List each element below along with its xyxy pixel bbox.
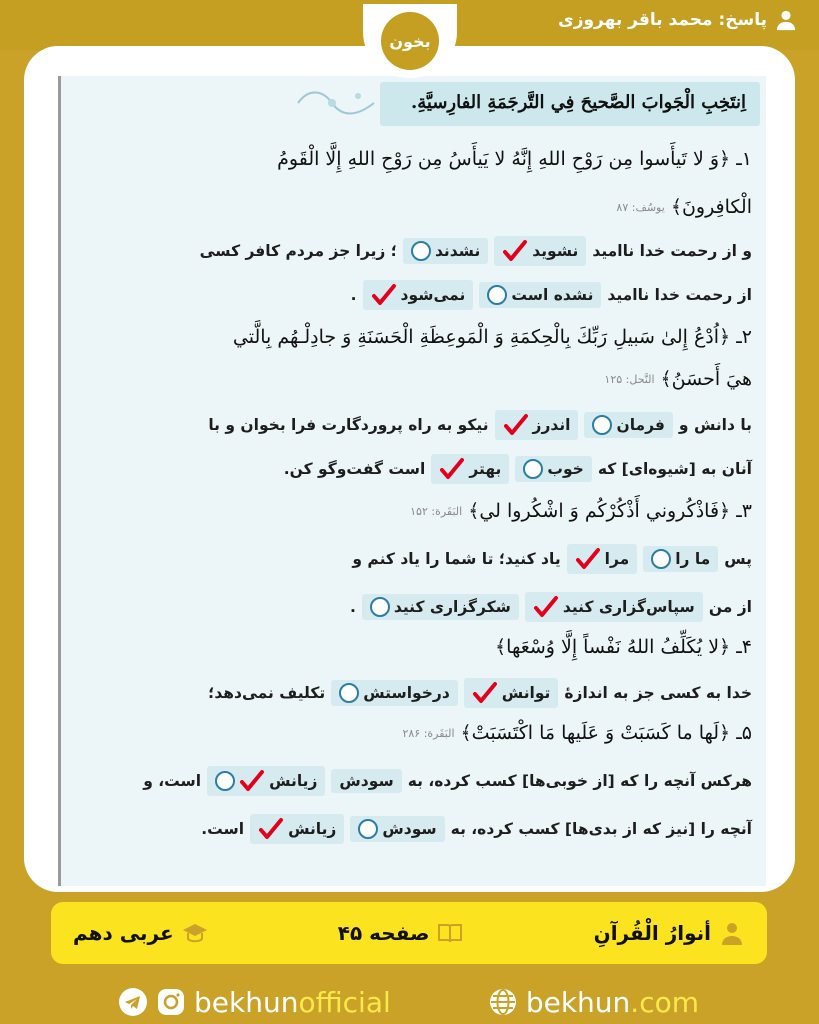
q3-translation-line2: از من سپاس‌گزاری کنید شکرگزاری کنید . [350,592,752,622]
instagram-icon[interactable] [156,987,186,1017]
social-handle[interactable] [118,986,391,1019]
checkmark-icon [533,595,559,619]
answerer-text: پاسخ: محمد باقر بهروزی [558,10,767,30]
site-text: bekhun.com [525,985,699,1019]
user-icon [775,9,797,31]
content-card [24,46,795,892]
q5-option-4[interactable]: زیانش [250,814,344,844]
footer-book[interactable]: أنوارُ الْقُرآنِ [594,920,745,946]
q4-option-1[interactable]: توانش [464,678,559,708]
footer-page[interactable]: صفحه ۴۵ [338,920,464,946]
q3-option-2[interactable]: مرا [567,544,638,574]
radio-circle-icon [523,459,543,479]
q1-verse-line2: الْکافِرونَ﴾ یوسُف: ۸۷ [616,196,752,218]
q4-option-2[interactable]: درخواستش [331,680,458,706]
globe-icon [488,987,518,1017]
q5-translation-line2: آنچه را [نیز که از بدی‌ها] کسب کرده، به سودش زیانش است. [201,814,752,844]
q2-option-4[interactable]: بهتر [431,454,509,484]
radio-circle-icon [411,241,431,261]
q2-option-2[interactable]: اندرز [495,410,579,440]
bottom-bar [0,980,819,1024]
graduation-cap-icon [182,920,208,946]
q2-option-1[interactable]: فرمان [584,412,672,438]
instruction-heading: اِنتَخِبِ الْجَوابَ الصَّحیحَ فِي التَّرجَمَةِ الفارِسیَّةِ. [380,82,760,126]
q4-verse: ۴ـ ﴿لا یُکَلِّفُ اللهُ نَفْساً إِلَّا وُسْعَها﴾ [495,636,752,658]
q1-option-1[interactable]: نشوید [494,236,586,266]
q5-option-2[interactable]: زیانش [207,766,325,796]
q3-option-4[interactable]: شکرگزاری کنید [362,594,519,620]
textbook-page [58,76,766,886]
q2-verse-line1: ۲ـ ﴿اُدْعُ إِلیٰ سَبیلِ رَبِّكَ بِالْحِکمَةِ وَ الْمَوعِظَةِ الْحَسَنَةِ وَ جادِلْـهُم بِالَّتي [232,326,752,348]
radio-circle-icon [487,285,507,305]
checkmark-icon [502,239,528,263]
q2-translation-line2: آنان به [شیوه‌ای] که خوب بهتر است گفت‌وگو کن. [284,454,752,484]
q2-verse-line2: هيَ أَحسَنُ﴾ النَّحل: ۱۲۵ [604,368,752,390]
radio-circle-icon [651,549,671,569]
q5-translation-line1: هرکس آنچه را که [از خوبی‌ها] کسب کرده، به سودش زیانش است، و [143,766,752,796]
q1-verse-line1: ۱ـ ﴿وَ لا تَیأَسوا مِن رَوْحِ اللهِ إِنَّهُ لا یَیأَسُ مِن رَوْحِ اللهِ إِلَّا الْقَومُ [277,148,752,170]
checkmark-icon [472,681,498,705]
q5-verse: ۵ـ ﴿لَها ما کَسَبَتْ وَ عَلَیها مَا اکْتَسَبَتْ﴾ البَقَرة: ۲۸۶ [402,722,752,744]
book-open-icon [437,920,463,946]
checkmark-icon [258,817,284,841]
checkmark-icon [371,283,397,307]
logo-mark: بخون [381,12,439,70]
q4-translation: خدا به کسی جز به اندازهٔ توانش درخواستش تکلیف نمی‌دهد؛ [208,678,752,708]
q3-option-3[interactable]: سپاس‌گزاری کنید [525,592,703,622]
radio-circle-icon [370,597,390,617]
telegram-icon[interactable] [118,987,148,1017]
q1-option-4[interactable]: نمی‌شود [363,280,474,310]
q2-option-3[interactable]: خوب [515,456,591,482]
radio-circle-icon [215,771,235,791]
q3-option-1[interactable]: ما را [643,546,718,572]
checkmark-icon [503,413,529,437]
q3-verse: ۳ـ ﴿فَاذْکُروني أَذْکُرْکُم وَ اشْکُروا لي﴾ البَقَرة: ۱۵۲ [410,500,752,522]
footer-grade[interactable]: عربی دهم [73,920,208,946]
website-link[interactable] [488,986,699,1019]
ornament-icon [296,84,376,122]
q1-translation-line2: از رحمت خدا ناامید نشده است نمی‌شود . [351,280,752,310]
radio-circle-icon [339,683,359,703]
handle-text: bekhunofficial [194,985,391,1019]
radio-circle-icon [358,819,378,839]
q5-option-1[interactable]: سودش [331,769,401,793]
checkmark-icon [239,769,265,793]
student-icon [719,920,745,946]
q1-option-3[interactable]: نشده است [479,282,601,308]
radio-circle-icon [592,415,612,435]
q3-translation-line1: پس ما را مرا یاد کنید؛ تا شما را یاد کنم و [352,544,752,574]
q1-option-2[interactable]: نشدند [403,238,488,264]
checkmark-icon [575,547,601,571]
footer-bar [51,902,767,964]
answerer-label [558,9,797,31]
q1-translation-line1: و از رحمت خدا ناامید نشوید نشدند ؛ زیرا جز مردم کافر کسی [200,236,752,266]
q2-translation-line1: با دانش و فرمان اندرز نیکو به راه پروردگارت فرا بخوان و با [208,410,752,440]
q5-option-3[interactable]: سودش [350,816,444,842]
checkmark-icon [439,457,465,481]
